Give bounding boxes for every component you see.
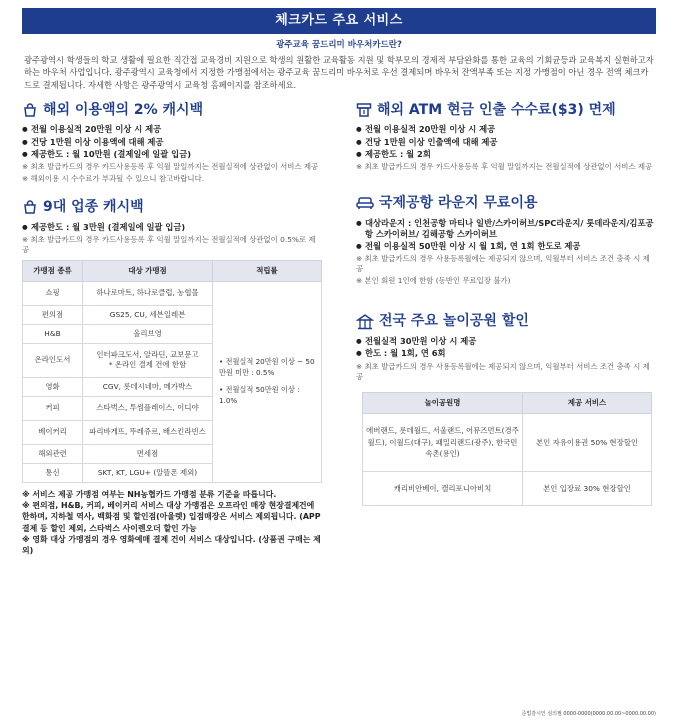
intro-title: 광주교육 꿈드리미 바우처카드란? — [276, 40, 402, 50]
table-row: 영화 CGV, 롯데시네마, 메가박스 — [23, 377, 322, 396]
parks-bullet: ● 한도 : 월 1회, 연 6회 — [356, 348, 656, 359]
carousel-icon — [356, 313, 374, 331]
table-header: 대상 가맹점 — [83, 260, 213, 281]
lounge-section — [356, 194, 656, 286]
lounge-note: ※ 본인 회원 1인에 한함 (동반인 무료입장 불가) — [356, 276, 511, 286]
overseas-bullet: ● 건당 1만원 이상 이용액에 대해 제공 — [22, 137, 322, 148]
shopping-bag-icon — [22, 102, 38, 118]
table-row: 에버랜드, 롯데월드, 서울랜드, 어뮤즈먼트(경주월드), 이월드(대구), 패밀리랜드(광주), 한국민속촌(용인) 본인 자유이용권 50% 현장할인 — [363, 413, 652, 471]
lounge-bullet: ● 대상라운지 : 인천공항 마티나 일반/스카이허브/SPC라운지/ 롯데라운지/김포공항 스카이허브/ 김해공항 스카이허브 — [356, 218, 656, 240]
footer-compliance: 준법감시인 심의필 0000-0000(0000.00.00~0000.00.00) — [521, 711, 656, 718]
nine-cashback-section — [22, 198, 322, 556]
table-header: 놀이공원명 — [363, 392, 523, 413]
table-row: 편의점 GS25, CU, 세븐일레븐 — [23, 305, 322, 324]
lounge-bullet: ● 전월 이용실적 50만원 이상 시 월 1회, 연 1회 한도로 제공 — [356, 241, 656, 252]
table-row: 베이커리 파리바게뜨, 뚜레쥬르, 배스킨라빈스 — [23, 420, 322, 444]
nine-cashback-notes: ※ 서비스 제공 가맹점 여부는 NH농협카드 가맹점 분류 기준을 따릅니다. ※ 편의점, H&B, 커피, 베이커리 서비스 대상 가맹점은 오프라인 매장 현장결제건에 한하며, 지하철 역사, 백화점 및 할인점(아울렛) 입점매장은 서비스 제외됩니다. (APP결제 등 할인 제외, 스타벅스 사이렌오더 할인 가능 ※ 영화 대상 가맹점의 경우 영화예매 결제 건이 서비스 대상입니다. (상품권 구매는 제외) — [22, 489, 321, 556]
table-row: 통신 SKT, KT, LGU+ (알뜰폰 제외) — [23, 463, 322, 482]
right-column — [356, 101, 656, 571]
atm-note: ※ 최초 발급카드의 경우 카드사용등록 후 익월 말일까지는 전월실적에 상관없이 서비스 제공 — [356, 161, 653, 171]
atm-section — [356, 101, 656, 172]
intro-text: 광주광역시 학생들의 학교 생활에 필요한 직간접 교육경비 지원으로 학생의 원활한 교육활동 지원 및 학부모의 경제적 부담완화를 통한 교육의 기회균등과 교육복지 실현하고자 하는 바우처 사업입니다. 광주광역시 교육청에서 지정한 가맹점에서는 광주교육 꿈드리미 바우처로 우선 결제되며 바우처 잔액부족 또는 지정 가맹점이 아닌 경우 전액 체크카드로 결제됩니다. 자세한 사항은 광주광역시 교육청 홈페이지를 참조하세요. — [24, 55, 654, 90]
page — [22, 8, 656, 720]
table-row: 온라인도서 인터파크도서, 알라딘, 교보문고 * 온라인 결제 건에 한함 — [23, 343, 322, 377]
table-header: 제공 서비스 — [523, 392, 652, 413]
parks-bullet: ● 전월실적 30만원 이상 시 제공 — [356, 336, 656, 347]
table-header: 가맹점 종류 — [23, 260, 83, 281]
overseas-note: ※ 최초 발급카드의 경우 카드사용등록 후 익월 말일까지는 전월실적에 상관없이 서비스 제공 — [22, 161, 319, 171]
atm-title: 해외 ATM 현금 인출 수수료($3) 면제 — [377, 101, 616, 118]
table-row: H&B 올리브영 — [23, 324, 322, 343]
parks-section — [356, 312, 656, 505]
nine-note: ※ 최초 발급카드의 경우 카드사용등록 후 익월 말일까지는 전월실적에 상관없이 0.5%로 제공 — [22, 235, 316, 254]
table-row: 쇼핑 하나로마트, 하나로클럽, 농협몰 • 전월실적 20만원 이상 ~ 50만원 미만 : 0.5% • 전월실적 50만원 이상 : 1.0% — [23, 281, 322, 305]
lounge-note: ※ 최초 발급카드의 경우 사용등록월에는 제공되지 않으며, 익월부터 서비스 조건 충족 시 제공 — [356, 254, 650, 274]
parks-note: ※ 최초 발급카드의 경우 사용등록월에는 제공되지 않으며, 익월부터 서비스 조건 충족 시 제공 — [356, 361, 650, 381]
table-row: 커피 스타벅스, 투썸플레이스, 이디야 — [23, 396, 322, 420]
page-header: 체크카드 주요 서비스 — [22, 8, 656, 34]
overseas-cashback-title: 해외 이용액의 2% 캐시백 — [43, 101, 204, 118]
table-row: 캐리비안베이, 캘리포니아비치 본인 입장료 30% 현장할인 — [363, 471, 652, 505]
atm-bullet: ● 건당 1만원 이상 인출액에 대해 제공 — [356, 137, 656, 148]
atm-icon — [356, 102, 372, 118]
shopping-bag-icon — [22, 199, 38, 215]
table-header: 적립률 — [213, 260, 322, 281]
overseas-bullet: ● 제공한도 : 월 10만원 (결제일에 일괄 입금) — [22, 149, 322, 160]
nine-cashback-title: 9대 업종 캐시백 — [43, 198, 144, 215]
rate-cell: • 전월실적 20만원 이상 ~ 50만원 미만 : 0.5% • 전월실적 50만원 이상 : 1.0% — [213, 281, 322, 482]
parks-title: 전국 주요 놀이공원 할인 — [379, 313, 529, 330]
nine-bullet: ● 제공한도 : 월 3만원 (결제일에 일괄 입금) — [22, 222, 322, 233]
parks-table — [362, 392, 652, 506]
overseas-cashback-section — [22, 101, 322, 184]
sofa-icon — [356, 195, 374, 211]
atm-bullet: ● 전월 이용실적 20만원 이상 시 제공 — [356, 124, 656, 135]
table-row: 해외관련 면세점 — [23, 444, 322, 463]
overseas-note: ※ 해외이용 시 수수료가 부과될 수 있으니 참고바랍니다. — [22, 173, 205, 183]
lounge-title: 국제공항 라운지 무료이용 — [379, 194, 538, 211]
overseas-bullet: ● 전월 이용실적 20만원 이상 시 제공 — [22, 124, 322, 135]
left-column — [22, 101, 322, 571]
partner-table — [22, 260, 322, 483]
atm-bullet: ● 제공한도 : 월 2회 — [356, 149, 656, 160]
